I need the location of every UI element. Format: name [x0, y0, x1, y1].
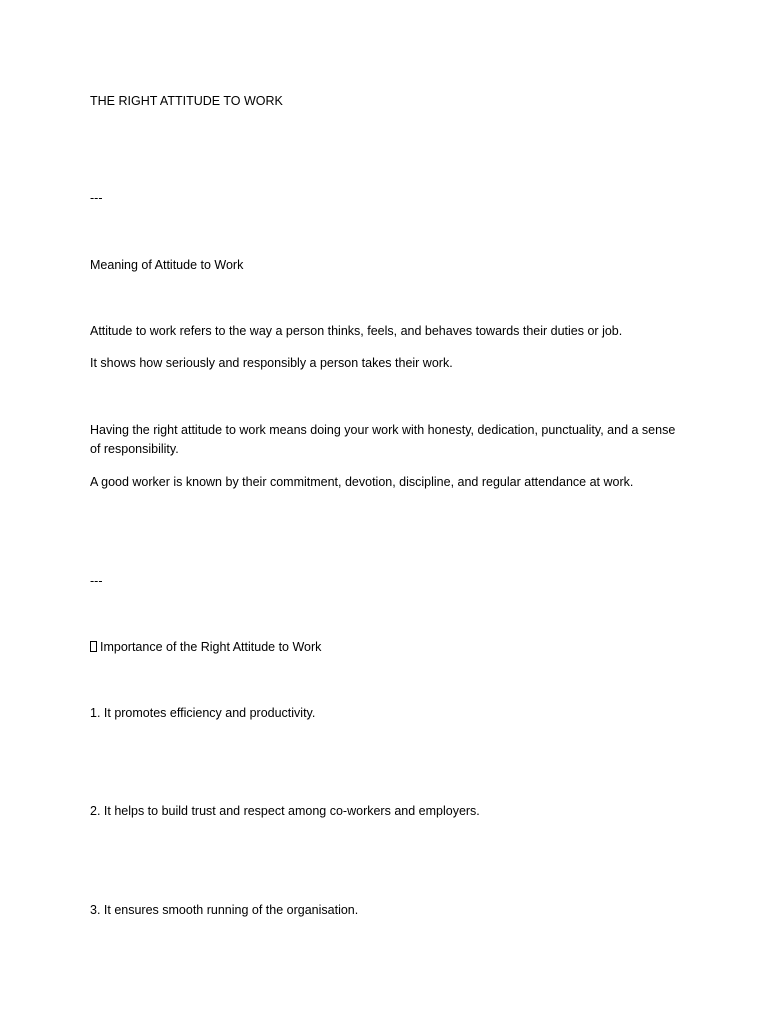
divider: ---	[90, 574, 103, 588]
paragraph: It shows how seriously and responsibly a person takes their work.	[90, 356, 453, 370]
paragraph: A good worker is known by their commitment, devotion, discipline, and regular attendance at work.	[90, 475, 634, 489]
document-title: THE RIGHT ATTITUDE TO WORK	[90, 94, 283, 108]
list-item: 3. It ensures smooth running of the organisation.	[90, 903, 359, 917]
section-heading-importance-text: Importance of the Right Attitude to Work	[100, 640, 322, 654]
divider: ---	[90, 191, 103, 205]
paragraph: Having the right attitude to work means doing your work with honesty, dedication, punctuality, and a sense of responsibility.	[90, 423, 676, 456]
section-heading-importance	[90, 638, 680, 657]
missing-glyph-icon	[90, 641, 97, 652]
paragraph: Attitude to work refers to the way a person thinks, feels, and behaves towards their duties or job.	[90, 324, 623, 338]
section-heading-meaning: Meaning of Attitude to Work	[90, 258, 244, 272]
list-item: 2. It helps to build trust and respect among co-workers and employers.	[90, 804, 480, 818]
list-item: 1. It promotes efficiency and productivity.	[90, 706, 316, 720]
